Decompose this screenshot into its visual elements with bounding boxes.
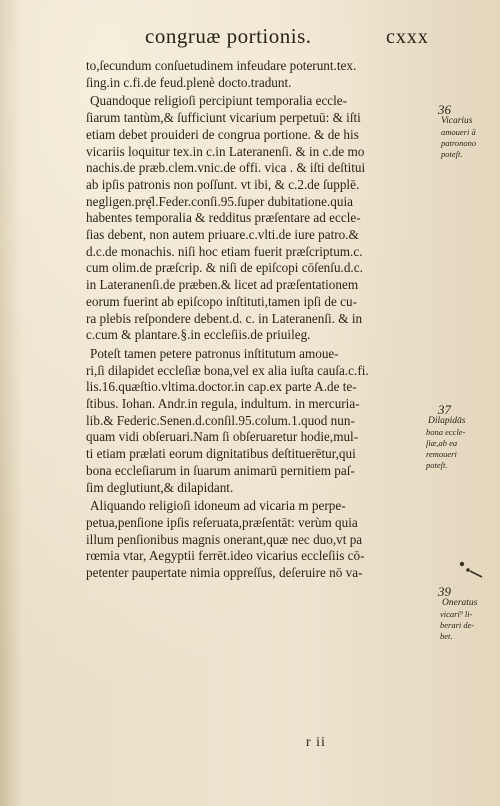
text-line: quam vidi obſeruari.Nam ſi obſeruaretur hodie,mul- <box>86 429 359 445</box>
margin-note-line: poteſt. <box>426 460 448 470</box>
margin-note-line: Oneratus <box>442 598 478 608</box>
margin-note-line: patronono <box>441 138 477 148</box>
page-header <box>0 24 500 54</box>
text-line: nachis.de præb.clem.vnic.de offi. vica . & iſti deſtitui <box>86 160 366 176</box>
text-line: ri,ſi dilapidet eccleſiæ bona,vel ex alia iuſta cauſa.c.fi. <box>86 362 369 378</box>
text-line: ſtibus. Iohan. Andr.in regula, indultum. in mercuria- <box>86 396 360 412</box>
text-line: ra plebis reſpondere debent.d. c. in Lateranenſi. & in <box>86 310 363 326</box>
text-line: ſiarum tantùm,& ſufficiunt vicarium perpetuū: & iſti <box>86 110 361 126</box>
folio-number: cxxx <box>386 26 429 48</box>
margin-note-number: 36 <box>438 102 451 117</box>
text-line: illum penſionibus magnis onerant,quæ nec duo,vt pa <box>86 531 363 547</box>
signature-mark: r ii <box>306 735 326 750</box>
text-line: petenter paupertate nimia oppreſſus, deſeruire nō va- <box>86 565 363 581</box>
text-line: to,ſecundum conſuetudinem infeudare poterunt.tex. <box>86 58 357 73</box>
margin-note-line: vicari⁹ li- <box>440 609 473 619</box>
margin-note-line: bona eccle- <box>426 427 466 437</box>
text-line: lib.& Federic.Senen.d.conſil.95.colum.1.quod nun- <box>86 412 355 428</box>
running-title: congruæ portionis. <box>145 24 312 48</box>
text-line: ſing.in c.fi.de feud.plenè docto.tradunt. <box>86 74 292 90</box>
margin-note-line: ſiæ,ab ea <box>426 438 458 448</box>
margin-note-line: berari de- <box>440 620 475 630</box>
text-line: Quandoque religioſi percipiunt temporalia eccle- <box>90 93 348 109</box>
margin-note-line: amoueri ā <box>441 127 476 137</box>
text-line: c.cum & plantare.§.in eccleſiis.de priuileg. <box>86 327 311 343</box>
text-line: bona eccleſiarum in ſuarum animarū pernitiem paſ- <box>86 462 355 478</box>
text-line: lis.16.quæſtio.vltima.doctor.in cap.ex parte A.de te- <box>86 379 357 395</box>
text-line: Aliquando religioſi idoneum ad vicaria m perpe- <box>90 498 346 514</box>
margin-note-36 <box>438 104 476 160</box>
margin-note-39 <box>438 586 477 642</box>
text-line: ſim deglutiunt,& dilapidant. <box>86 479 234 495</box>
text-line: eorum fuerint ab epiſcopo inſtituti,tamen ipſi de cu- <box>86 293 358 309</box>
margin-note-line: poteſt. <box>441 149 463 159</box>
text-line: Poteſt tamen petere patronus inſtitutum amoue- <box>90 345 339 361</box>
margin-note-number: 37 <box>438 402 451 417</box>
main-text-block <box>86 58 436 582</box>
margin-note-line: Vicarius <box>441 116 473 126</box>
text-line: ti etiam prælati eorum dignitatibus deſtituerētur,qui <box>86 446 356 462</box>
text-line: petua,penſione ipſis reſeruata,præſentāt: verùm quia <box>86 514 358 530</box>
printers-flourish-icon <box>458 560 484 580</box>
margin-note-line: Dilapidās <box>428 416 466 426</box>
margin-note-37 <box>426 402 466 471</box>
text-line: vicariis loquitur tex.in c.in Lateranenſi. & in c.de mo <box>86 143 365 159</box>
margin-note-line: bet. <box>440 631 453 641</box>
text-line: ab ipſis patronis non poſſunt. vt ibi, & c.2.de ſupplē. <box>86 176 360 192</box>
text-line: ſias debent, non autem priuare.c.vlti.de iure patro.& <box>86 227 359 243</box>
text-line: negligen.prę̄l.Feder.conſi.95.ſuper dubitatione.quia <box>86 193 353 209</box>
text-line: habentes temporalia & redditus præſentare ad eccle- <box>86 210 361 226</box>
margin-note-line: remoueri <box>426 449 457 459</box>
text-line: etiam debet prouideri de congrua portione. & de his <box>86 126 359 142</box>
text-line: rœmia vtar, Aegyptii ferrēt.ideo vicarius eccleſiis cō- <box>86 548 365 564</box>
text-line: cum olim.de præſcrip. & niſi de epiſcopi cōſenſu.d.c. <box>86 260 363 276</box>
margin-note-number: 39 <box>438 584 451 599</box>
text-line: in Lateranenſi.de præben.& licet ad præſentationem <box>86 277 359 293</box>
text-line: d.c.de monachis. niſi hoc etiam fuerit præſcriptum.c. <box>86 243 363 259</box>
